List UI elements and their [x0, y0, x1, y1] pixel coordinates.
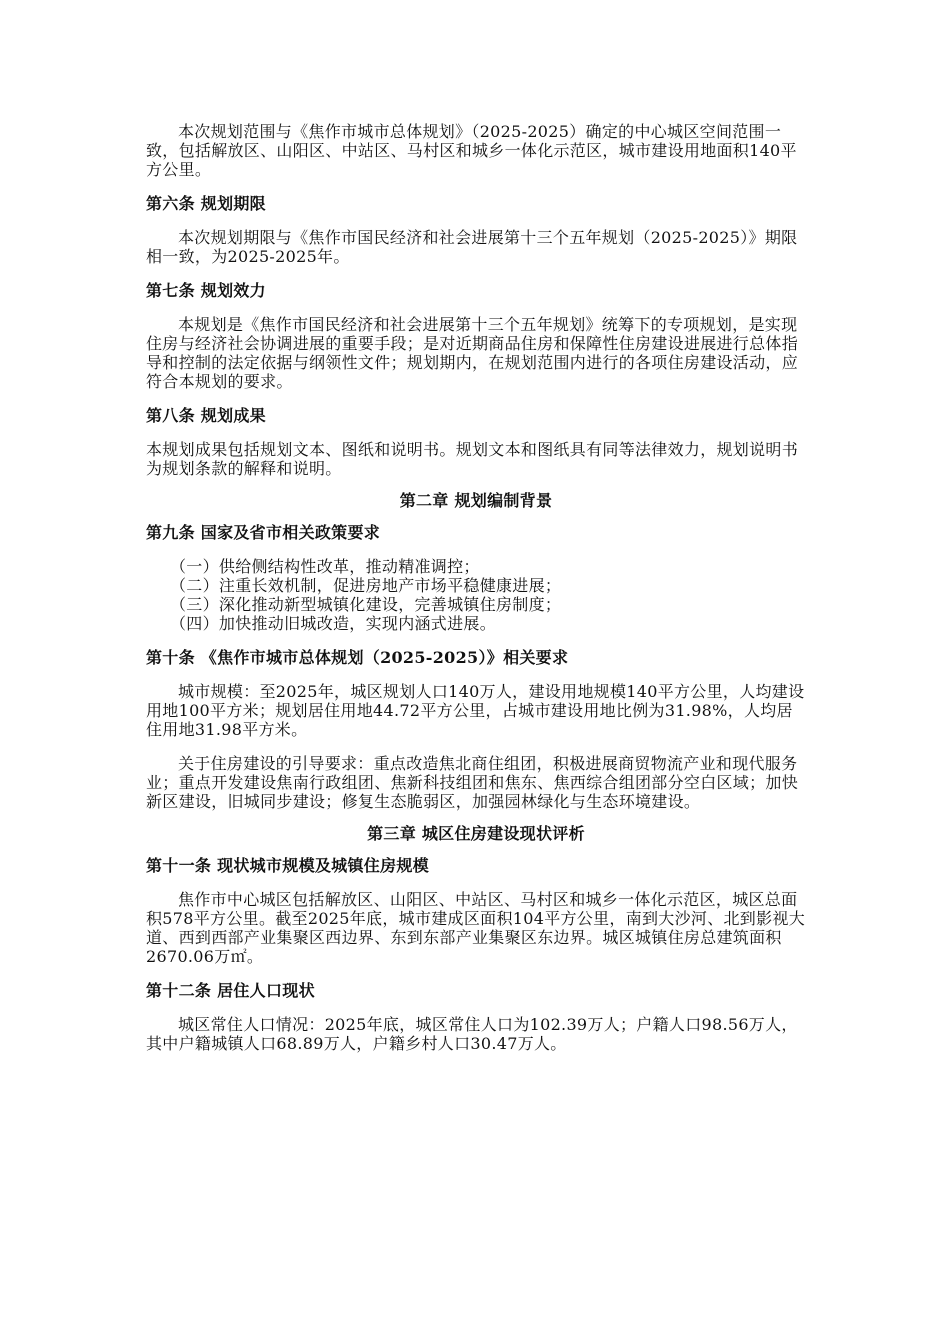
- article-8-heading: 第八条 规划成果: [146, 406, 266, 425]
- list-item: （四）加快推动旧城改造，实现内涵式进展。: [170, 614, 497, 633]
- article-6-heading: 第六条 规划期限: [146, 194, 266, 213]
- document-body: [146, 122, 806, 1053]
- article-8-text: 本规划成果包括规划文本、图纸和说明书。规划文本和图纸具有同等法律效力，规划说明书为规划条款的解释和说明。: [146, 440, 799, 478]
- list-item: （二）注重长效机制，促进房地产市场平稳健康进展；: [170, 576, 562, 595]
- article-12-text: 城区常住人口情况：2025年底，城区常住人口为102.39万人；户籍人口98.56万人，其中户籍城镇人口68.89万人，户籍乡村人口30.47万人。: [146, 1015, 798, 1053]
- article-6-text: 本次规划期限与《焦作市国民经济和社会进展第十三个五年规划（2025-2025）》期限相一致，为2025-2025年。: [146, 228, 798, 266]
- paragraph-planning-scope: 本次规划范围与《焦作市城市总体规划》（2025-2025）确定的中心城区空间范围一致，包括解放区、山阳区、中站区、马村区和城乡一体化示范区，城市建设用地面积140平方公里。: [146, 122, 797, 179]
- article-12-heading: 第十二条 居住人口现状: [146, 981, 315, 1000]
- chapter-3-title: 第三章 城区住房建设现状评析: [367, 824, 585, 843]
- article-7-heading: 第七条 规划效力: [146, 281, 266, 300]
- article-10-heading: 第十条 《焦作市城市总体规划（2025-2025）》相关要求: [146, 648, 569, 667]
- list-item: （三）深化推动新型城镇化建设，完善城镇住房制度；: [170, 595, 562, 614]
- article-9-heading: 第九条 国家及省市相关政策要求: [146, 523, 381, 542]
- article-7-text: 本规划是《焦作市国民经济和社会进展第十三个五年规划》统筹下的专项规划，是实现住房与经济社会协调进展的重要手段；是对近期商品住房和保障性住房建设进展进行总体指导和控制的法定依据与纲领性文件；规划期内，在规划范围内进行的各项住房建设活动，应符合本规划的要求。: [146, 315, 799, 391]
- article-10-housing-guidance: 关于住房建设的引导要求：重点改造焦北商住组团，积极进展商贸物流产业和现代服务业；重点开发建设焦南行政组团、焦新科技组团和焦东、焦西综合组团部分空白区域；加快新区建设，旧城同步建设；修复生态脆弱区，加强园林绿化与生态环境建设。: [146, 754, 799, 811]
- chapter-2-title: 第二章 规划编制背景: [399, 491, 553, 510]
- policy-requirements-list: [146, 557, 806, 633]
- list-item: （一）供给侧结构性改革，推动精准调控；: [170, 557, 480, 576]
- article-10-city-scale: 城市规模：至2025年，城区规划人口140万人，建设用地规模140平方公里，人均建设用地100平方米；规划居住用地44.72平方公里，占城市建设用地比例为31.98%，人均居住用地31.98平方米。: [146, 682, 805, 739]
- article-11-text: 焦作市中心城区包括解放区、山阳区、中站区、马村区和城乡一体化示范区，城区总面积578平方公里。截至2025年底，城市建成区面积104平方公里，南到大沙河、北到影视大道、西到西部产业集聚区西边界、东到东部产业集聚区东边界。城区城镇住房总建筑面积2670.06万㎡。: [146, 890, 805, 966]
- article-11-heading: 第十一条 现状城市规模及城镇住房规模: [146, 856, 429, 875]
